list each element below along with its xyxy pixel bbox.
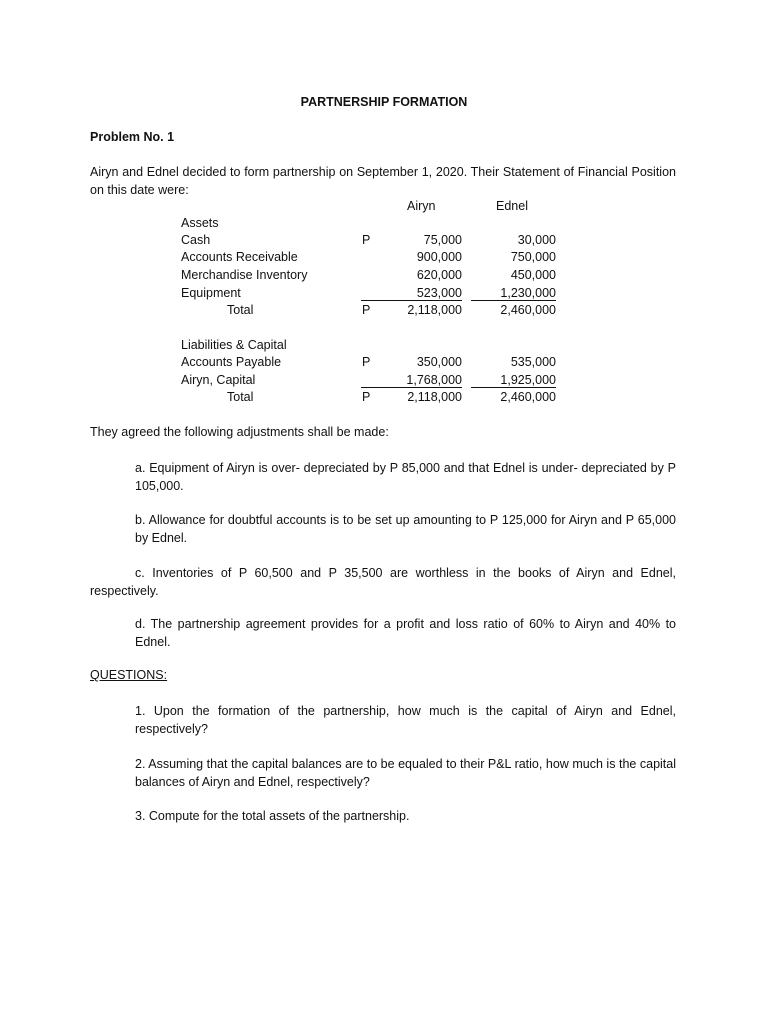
question-2: 2. Assuming that the capital balances are to be equaled to their P&L ratio, how much is the capital balances of Airyn and Ednel, respectively? — [135, 757, 676, 789]
liability-row-airyn-value: 350,000 — [416, 355, 462, 369]
subtotal-rule-airyn — [361, 387, 462, 388]
liabilities-total-label: Total — [227, 390, 254, 404]
asset-row-airyn-value: 523,000 — [416, 286, 462, 300]
liabilities-total-ednel: 2,460,000 — [500, 390, 556, 404]
intro-paragraph: Airyn and Ednel decided to form partnership on September 1, 2020. Their Statement of Financial Position on this date were: — [90, 165, 676, 197]
liability-row-ednel-value: 1,925,000 — [500, 373, 556, 387]
assets-total-ednel: 2,460,000 — [500, 303, 556, 317]
liability-row-label: Accounts Payable — [181, 355, 282, 369]
asset-row-label: Equipment — [181, 286, 241, 300]
questions-heading: QUESTIONS: — [90, 668, 168, 682]
peso-sign: P — [362, 303, 371, 317]
asset-row-ednel-value: 450,000 — [510, 268, 556, 282]
asset-row-airyn-value: 900,000 — [416, 250, 462, 264]
liability-row-label: Airyn, Capital — [181, 373, 256, 387]
adjustment-a: a. Equipment of Airyn is over- depreciated by P 85,000 and that Ednel is under- depreciated by P 105,000. — [135, 461, 676, 493]
asset-row-airyn-value: 75,000 — [423, 233, 462, 247]
liability-row-ednel-value: 535,000 — [510, 355, 556, 369]
column-header-airyn: Airyn — [407, 199, 436, 213]
subtotal-rule-airyn — [361, 300, 462, 301]
assets-total-label: Total — [227, 303, 254, 317]
asset-row-ednel-value: 1,230,000 — [500, 286, 556, 300]
peso-sign: P — [362, 390, 371, 404]
adjustments-intro: They agreed the following adjustments shall be made: — [90, 425, 389, 439]
adjustment-c: c. Inventories of P 60,500 and P 35,500 are worthless in the books of Airyn and Ednel, respectively. — [90, 566, 676, 598]
asset-row-ednel-value: 750,000 — [510, 250, 556, 264]
question-1: 1. Upon the formation of the partnership, how much is the capital of Airyn and Ednel, respectively? — [135, 704, 676, 736]
adjustment-b: b. Allowance for doubtful accounts is to be set up amounting to P 125,000 for Airyn and P 65,000 by Ednel. — [135, 513, 676, 545]
asset-row-label: Cash — [181, 233, 211, 247]
column-header-ednel: Ednel — [496, 199, 528, 213]
adjustment-d: d. The partnership agreement provides for a profit and loss ratio of 60% to Airyn and 40% to Ednel. — [135, 617, 676, 649]
assets-total-airyn: 2,118,000 — [407, 303, 462, 317]
subtotal-rule-ednel — [471, 300, 556, 301]
asset-row-airyn-value: 620,000 — [416, 268, 462, 282]
asset-row-label: Merchandise Inventory — [181, 268, 308, 282]
document-title: PARTNERSHIP FORMATION — [300, 95, 468, 109]
asset-row-ednel-value: 30,000 — [517, 233, 556, 247]
question-3: 3. Compute for the total assets of the partnership. — [135, 809, 410, 823]
liability-row-airyn-value: 1,768,000 — [406, 373, 462, 387]
liabilities-heading: Liabilities & Capital — [181, 338, 287, 352]
peso-sign: P — [362, 355, 371, 369]
subtotal-rule-ednel — [471, 387, 556, 388]
problem-heading: Problem No. 1 — [90, 130, 175, 144]
asset-row-label: Accounts Receivable — [181, 250, 298, 264]
liabilities-total-airyn: 2,118,000 — [407, 390, 462, 404]
assets-heading: Assets — [181, 216, 219, 230]
peso-sign: P — [362, 233, 371, 247]
